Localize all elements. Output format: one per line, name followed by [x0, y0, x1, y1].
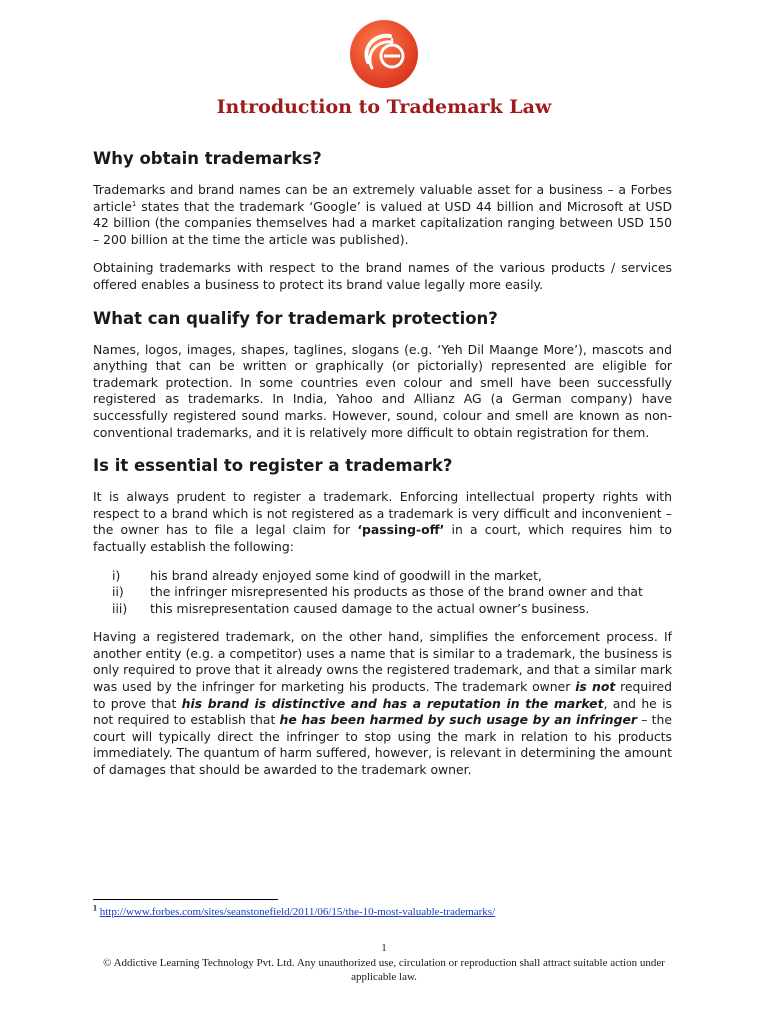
list-item [93, 584, 672, 601]
paragraph: Obtaining trademarks with respect to the brand names of the various products / services offered enables a business to protect its brand value legally more easily. [93, 260, 672, 292]
section-heading: Why obtain trademarks? [93, 149, 322, 168]
footnote-number: 1 [93, 903, 97, 913]
text-span: required to prove that [93, 679, 672, 711]
addictive-learning-logo-icon [348, 18, 420, 90]
section-essential-register [93, 455, 672, 779]
list-text: this misrepresentation caused damage to the actual owner’s business. [150, 600, 590, 616]
list-marker: ii) [112, 584, 124, 600]
copyright-notice: © Addictive Learning Technology Pvt. Ltd. Any unauthorized use, circulation or reproduction shall attract suitable action under applicable law. [103, 957, 665, 983]
emphasis: his brand is distinctive and has a reputation in the market [181, 695, 604, 711]
paragraph [93, 182, 672, 248]
footnote [93, 903, 496, 918]
list-marker: i) [112, 567, 121, 583]
paragraph [93, 629, 672, 778]
paragraph: Names, logos, images, shapes, taglines, slogans (e.g. ‘Yeh Dil Maange More’), mascots and anything that can be written or graphically (or pictorially) represented are eligible for trademark protection. In some countries even colour and smell have been successfully registered as trademarks. In India, Yahoo and Allianz AG (a German company) have successfully registered sound marks. However, sound, colour and smell are known as non-conventional trademarks, and it is relatively more difficult to obtain registration for them. [93, 341, 672, 440]
text-span: Having a registered trademark, on the other hand, simplifies the enforcement process. If another entity (e.g. a competitor) uses a name that is similar to a trademark, the business is only required to prove that it already owns the registered trademark, and that a similar mark was used by the infringer for marketing his products. The trademark owner [93, 629, 672, 695]
section-why-obtain [93, 148, 672, 294]
bold-term: ‘passing-off’ [357, 522, 445, 538]
text-span: Trademarks and brand names can be an extremely valuable asset for a business – a Forbes article [93, 182, 672, 214]
page-number: 1 [381, 942, 387, 954]
list-item [93, 601, 672, 618]
list-text: his brand already enjoyed some kind of goodwill in the market, [150, 567, 542, 583]
page-title: Introduction to Trademark Law [216, 96, 552, 118]
text-span: states that the trademark ‘Google’ is valued at USD 44 billion and Microsoft at USD 42 billion (the companies themselves had a market capitalization ranging between USD 150 – 200 billion at the time the article was published). [93, 198, 672, 247]
emphasis: is not [575, 679, 616, 695]
text-span: , and he is not required to establish that [93, 695, 672, 728]
requirements-list [93, 568, 672, 618]
text-span: – the court will typically direct the infringer to stop using the mark in relation to his products immediately. The quantum of harm suffered, however, is relevant in determining the amount of damages that should be awarded to the trademark owner. [93, 712, 672, 778]
section-heading: Is it essential to register a trademark? [93, 456, 453, 476]
list-item [93, 568, 672, 585]
list-marker: iii) [112, 600, 128, 616]
document-body [93, 148, 672, 793]
footnote-ref[interactable]: 1 [131, 199, 137, 208]
text-span: It is always prudent to register a trademark. Enforcing intellectual property rights with respect to a brand which is not registered as a trademark is very difficult and inconvenient – the owner has to file a legal claim for [93, 489, 672, 538]
text-span: in a court, which requires him to factually establish the following: [93, 522, 672, 554]
footnote-divider [93, 899, 278, 900]
emphasis: he has been harmed by such usage by an infringer [279, 712, 637, 728]
list-text: the infringer misrepresented his products as those of the brand owner and that [150, 584, 643, 600]
section-what-qualifies [93, 308, 672, 442]
paragraph [93, 489, 672, 555]
footnote-link[interactable]: http://www.forbes.com/sites/seanstonefield/2011/06/15/the-10-most-valuable-trademarks/ [99, 906, 496, 918]
section-heading: What can qualify for trademark protection? [93, 308, 498, 328]
